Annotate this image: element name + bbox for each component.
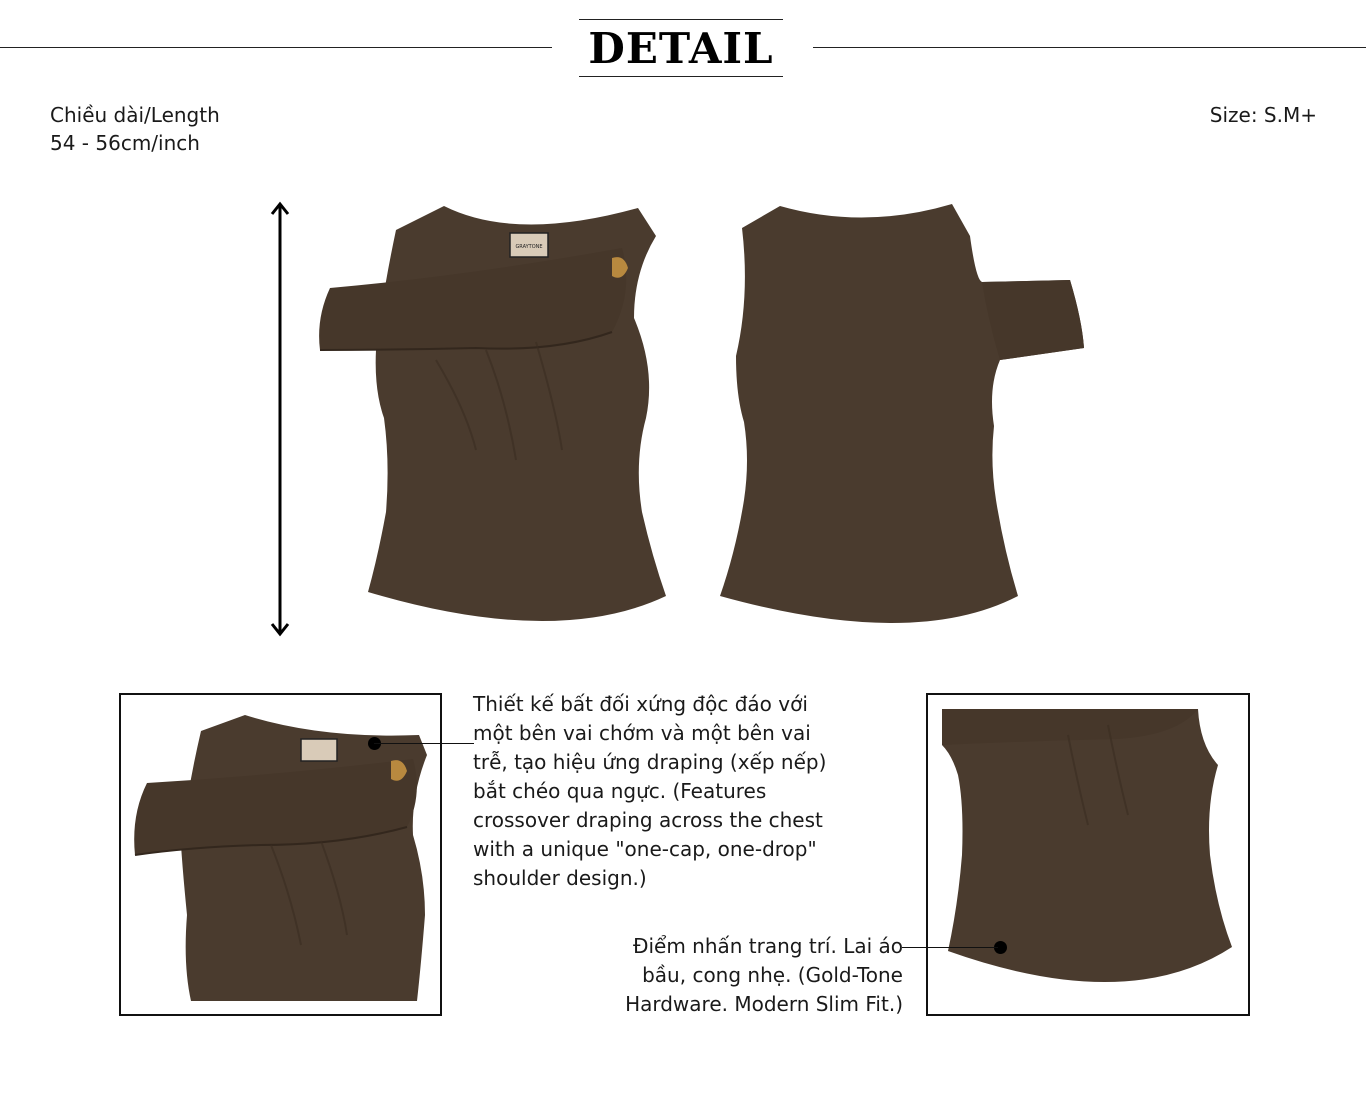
hardware-line-2: bầu, cong nhẹ. (Gold-Tone	[642, 963, 903, 987]
hardware-line-3: Hardware. Modern Slim Fit.)	[625, 992, 903, 1016]
detail-frame-front	[119, 693, 442, 1016]
length-arrow	[268, 200, 292, 638]
length-info	[50, 101, 220, 157]
hardware-description	[625, 932, 903, 1019]
length-value: 54 - 56cm/inch	[50, 131, 200, 155]
page-title: DETAIL	[588, 23, 774, 73]
asymmetric-line-3: trễ, tạo hiệu ứng draping (xếp nếp)	[473, 750, 827, 774]
detail-hem-crop-image	[928, 695, 1248, 1014]
title-box	[579, 19, 783, 77]
garment-back-image	[714, 200, 1086, 640]
asymmetric-line-7: shoulder design.)	[473, 866, 647, 890]
garment-label-text: GRAYTONE	[515, 244, 543, 250]
asymmetric-line-1: Thiết kế bất đối xứng độc đáo với	[473, 692, 808, 716]
callout-line-drape	[374, 743, 474, 744]
asymmetric-description	[473, 690, 826, 893]
callout-line-hem	[902, 947, 998, 948]
size-label: Size: S.M+	[1209, 103, 1317, 127]
header-rule-right	[813, 47, 1366, 48]
header-rule-left	[0, 47, 552, 48]
detail-frame-hem	[926, 693, 1250, 1016]
asymmetric-line-2: một bên vai chớm và một bên vai	[473, 721, 811, 745]
length-label: Chiều dài/Length	[50, 103, 220, 127]
asymmetric-line-4: bắt chéo qua ngực. (Features	[473, 779, 767, 803]
asymmetric-line-5: crossover draping across the chest	[473, 808, 823, 832]
garment-front-image	[316, 200, 668, 638]
hardware-line-1: Điểm nhấn trang trí. Lai áo	[632, 934, 903, 958]
asymmetric-line-6: with a unique "one-cap, one-drop"	[473, 837, 817, 861]
